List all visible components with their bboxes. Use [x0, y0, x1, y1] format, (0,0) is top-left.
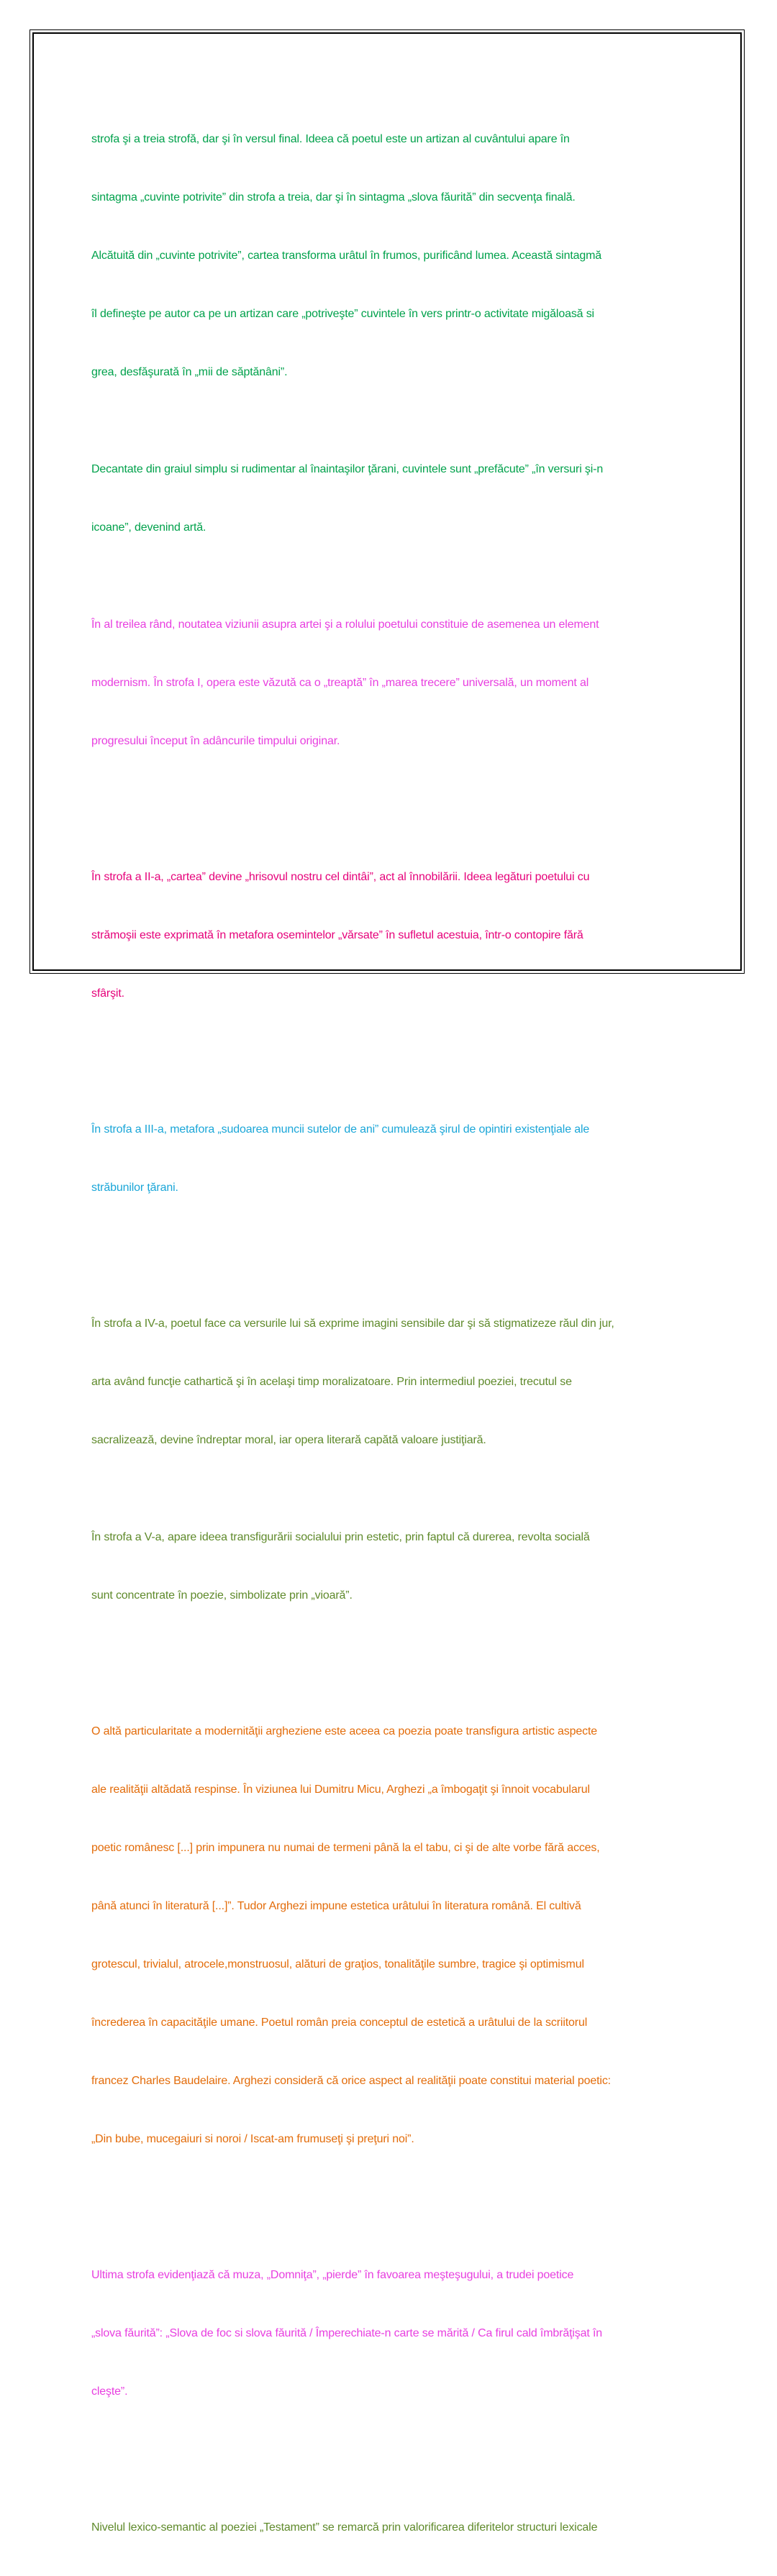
text-line: progresului început în adâncurile timpului originar. [91, 735, 340, 747]
document-body [91, 91, 692, 2576]
text-line: Ultima strofa evidenţiază că muza, „Domniţa”, „pierde” în favoarea meşteşugului, a trudei poetice [91, 2269, 574, 2281]
paragraph-strofa-5 [91, 1489, 692, 1644]
text-line: „Din bube, mucegaiuri si noroi / Iscat-am frumuseţi şi preţuri noi”. [91, 2133, 414, 2145]
spacer [91, 790, 692, 809]
text-line: modernism. În strofa I, opera este văzută ca o „treaptă” în „marea trecere” universală, un moment al [91, 677, 589, 689]
spacer [91, 809, 692, 828]
text-line: arta având funcţie cathartică şi în acelaşi timp moralizatoare. Prin intermediul poeziei, trecutul se [91, 1376, 572, 1388]
text-line: „slova făurită”: „Slova de foc si slova făurită / Împerechiate-n carte se mărită / Ca firul cald îmbrăţişat în [91, 2327, 603, 2339]
spacer [91, 2207, 692, 2226]
paragraph-nivel-lexico [91, 2479, 692, 2576]
text-line: sintagma „cuvinte potrivite” din strofa a treia, dar şi în sintagma „slova făurită” din secvenţa finală. [91, 191, 576, 204]
text-line: Nivelul lexico-semantic al poeziei „Testament” se remarcă prin valorificarea diferitelor structuri lexicale [91, 2521, 598, 2534]
text-line: străbunilor ţărani. [91, 1182, 178, 1194]
text-line: ale realităţii altădată respinse. În viziunea lui Dumitru Micu, Arghezi „a îmbogaţit şi înnoit vocabularul [91, 1783, 590, 1796]
paragraph-strofa-2 [91, 828, 692, 1042]
paragraph-decantate [91, 421, 692, 576]
text-line: sfârşit. [91, 987, 124, 1000]
spacer [91, 1663, 692, 1683]
text-line: îl defineşte pe autor ca pe un artizan care „potriveşte” cuvintele în vers printr-o activitate migăloasă si [91, 308, 594, 320]
text-line: În strofa a II-a, „cartea” devine „hrisovul nostru cel dintâi”, act al înnobilării. Ideea legături poetului cu [91, 871, 590, 883]
text-line: În strofa a IV-a, poetul face ca versurile lui să exprime imagini sensibile dar şi să stigmatizeze răul din jur, [91, 1317, 614, 1330]
text-line: francez Charles Baudelaire. Arghezi consideră că orice aspect al realităţii poate constitui material poetic: [91, 2075, 611, 2087]
spacer [91, 2440, 692, 2459]
text-line: strămoşii este exprimată în metafora osemintelor „vărsate” în sufletul acestuia, într-o contopire fără [91, 929, 583, 941]
paragraph-modernitate [91, 1683, 692, 2188]
text-line: Decantate din graiul simplu si rudimentar al înaintaşilor ţărani, cuvintele sunt „prefăcute” „în versuri şi-n [91, 463, 604, 475]
spacer [91, 1042, 692, 1061]
spacer [91, 1256, 692, 1275]
text-line: În strofa a III-a, metafora „sudoarea muncii sutelor de ani” cumulează şirul de opintiri existenţiale ale [91, 1123, 590, 1136]
paragraph-artizan [91, 91, 692, 421]
text-line: strofa şi a treia strofă, dar şi în versul final. Ideea că poetul este un artizan al cuvântului apare în [91, 133, 570, 145]
spacer [91, 2188, 692, 2207]
paragraph-ultima-strofa [91, 2226, 692, 2440]
spacer [91, 1236, 692, 1256]
paragraph-strofa-3 [91, 1081, 692, 1236]
text-line: grotescul, trivialul, atrocele,monstruosul, alături de graţios, tonalităţile sumbre, tragice şi optimismul [91, 1958, 584, 1970]
paragraph-noutatea [91, 576, 692, 790]
text-line: În al treilea rând, noutatea viziunii asupra artei şi a rolului poetului constituie de asemenea un element [91, 618, 599, 631]
text-line: grea, desfăşurată în „mii de săptănâni”. [91, 366, 288, 378]
text-line: sunt concentrate în poezie, simbolizate prin „vioară”. [91, 1589, 353, 1602]
text-line: O altă particularitate a modernităţii argheziene este aceea ca poezia poate transfigura artistic aspecte [91, 1725, 598, 1737]
text-line: Alcătuită din „cuvinte potrivite”, cartea transforma urâtul în frumos, purificând lumea. Această sintagmă [91, 250, 602, 262]
text-line: icoane”, devenind artă. [91, 521, 206, 534]
text-line: În strofa a V-a, apare ideea transfigurării socialului prin estetic, prin faptul că durerea, revolta socială [91, 1531, 590, 1543]
text-line: cleşte”. [91, 2385, 128, 2398]
paragraph-strofa-4 [91, 1275, 692, 1489]
spacer [91, 2459, 692, 2479]
text-line: poetic românesc [...] prin impunera nu numai de termeni până la el tabu, ci şi de alte vorbe fără acces, [91, 1842, 600, 1854]
spacer [91, 1061, 692, 1081]
text-line: sacralizează, devine îndreptar moral, iar opera literară capătă valoare justiţiară. [91, 1434, 486, 1446]
spacer [91, 1644, 692, 1663]
text-line: încrederea în capacităţile umane. Poetul român preia conceptul de estetică a urâtului de la scriitorul [91, 2017, 588, 2029]
text-line: până atunci în literatură [...]”. Tudor Arghezi impune estetica urâtului în literatura română. El cultivă [91, 1900, 581, 1912]
